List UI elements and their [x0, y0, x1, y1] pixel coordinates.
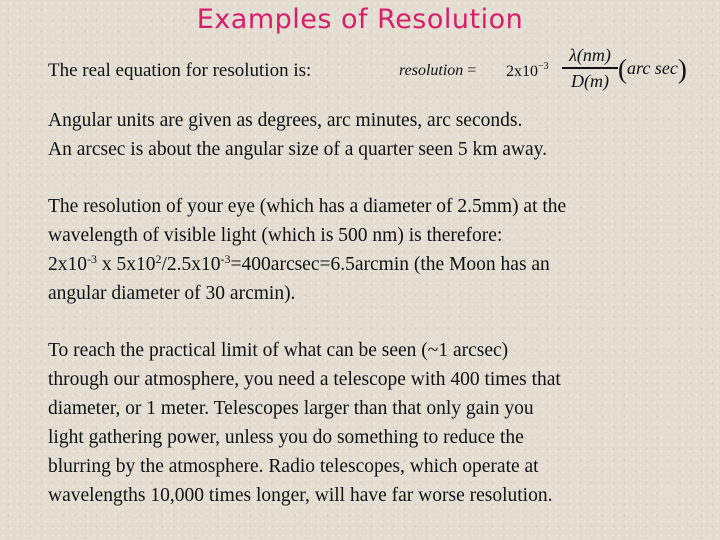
text-line: Angular units are given as degrees, arc minutes, arc seconds.: [48, 110, 523, 131]
text-line: The resolution of your eye (which has a diameter of 2.5mm) at the: [48, 196, 567, 217]
text-line: wavelengths 10,000 times longer, will have far worse resolution.: [48, 485, 553, 506]
fraction-bar: [562, 67, 618, 69]
resolution-formula: [399, 44, 699, 100]
text-line: To reach the practical limit of what can be seen (~1 arcsec): [48, 340, 509, 361]
text-line: through our atmosphere, you need a telescope with 400 times that: [48, 369, 561, 390]
text-line: angular diameter of 30 arcmin).: [48, 283, 296, 304]
formula-lhs: resolution =: [399, 62, 477, 79]
text-line: blurring by the atmosphere. Radio telescopes, which operate at: [48, 456, 539, 477]
text-line: wavelength of visible light (which is 500 nm) is therefore:: [48, 225, 503, 246]
text-line: diameter, or 1 meter. Telescopes larger than that only gain you: [48, 398, 534, 419]
formula-unit: (arc sec): [618, 54, 687, 84]
equation-line: [48, 45, 708, 102]
paragraph-eye-resolution: [48, 192, 713, 308]
paragraph-telescope-limit: [48, 336, 713, 510]
formula-denominator: D(m): [571, 70, 609, 91]
formula-numerator: λ(nm): [569, 45, 611, 65]
text-line: light gathering power, unless you do something to reduce the: [48, 427, 524, 448]
text-line: An arcsec is about the angular size of a quarter seen 5 km away.: [48, 139, 548, 160]
equation-label: The real equation for resolution is:: [48, 60, 312, 81]
slide-title: Examples of Resolution: [196, 4, 524, 35]
paragraph-angular-units: [48, 106, 713, 164]
calculation-line: $2x10^{-3}$ x $5x10^2/2.5x10^{-3}=400arcsec=6.5arcmin$ (the Moon has an: [48, 252, 550, 275]
formula-fraction: [562, 45, 618, 92]
formula-coefficient: $2x10^{-3}$: [506, 61, 549, 80]
